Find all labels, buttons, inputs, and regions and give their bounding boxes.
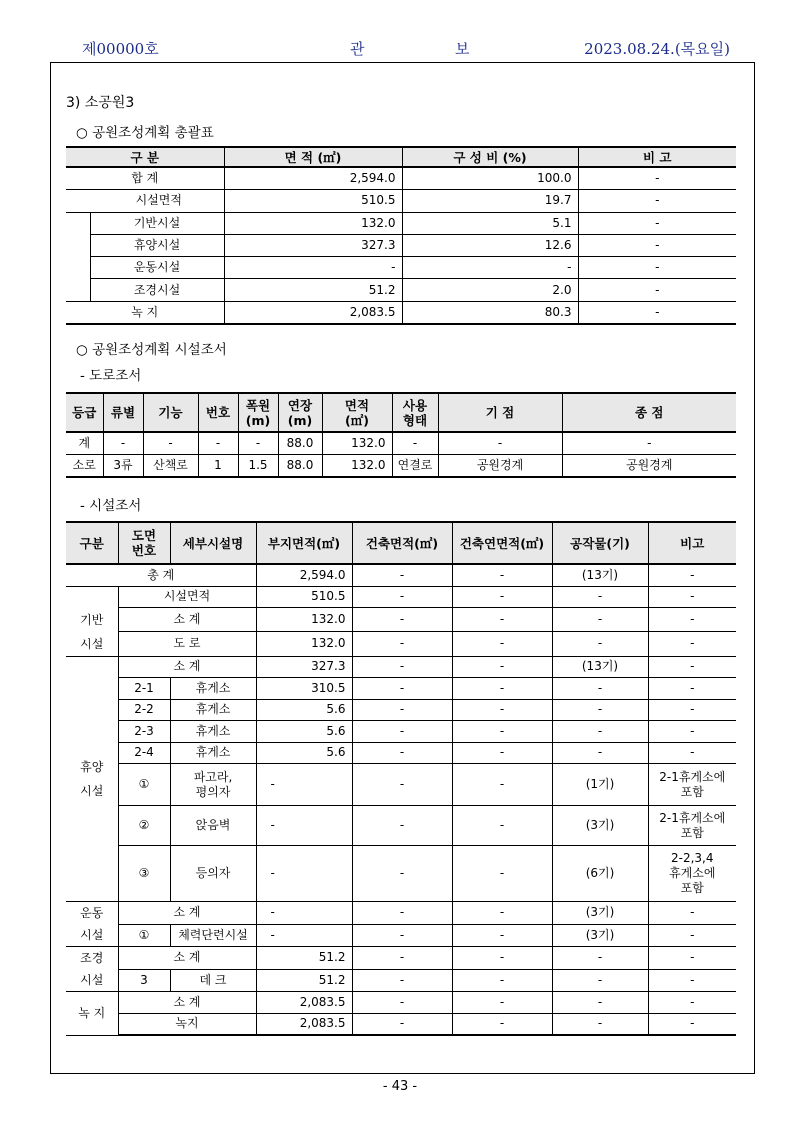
indent-cell xyxy=(66,234,90,256)
note-cell: - xyxy=(578,257,736,279)
ratio-cell: 2.0 xyxy=(402,279,578,301)
ratio-cell: 100.0 xyxy=(402,167,578,190)
cell: 5.6 xyxy=(256,721,352,743)
cell: 88.0 xyxy=(278,432,322,455)
row-label: 소 계 xyxy=(118,992,256,1014)
ratio-cell: 80.3 xyxy=(402,301,578,324)
cell: (13기) xyxy=(552,656,648,678)
cell: - xyxy=(452,969,552,992)
summary-table xyxy=(66,146,736,325)
col-header: 면적 (㎡) xyxy=(322,393,392,432)
drawing-no: ① xyxy=(118,924,170,947)
row-label: 소 계 xyxy=(118,656,256,678)
cell: - xyxy=(352,924,452,947)
row-label: 기반시설 xyxy=(90,212,224,234)
drawing-no: 2-4 xyxy=(118,742,170,764)
cell: - xyxy=(648,632,736,656)
table-row xyxy=(66,969,736,992)
publication-date: 2023.08.24.(목요일) xyxy=(584,40,730,58)
cell: - xyxy=(238,432,278,455)
col-header: 면 적 (㎡) xyxy=(224,147,402,167)
cell: - xyxy=(352,1013,452,1035)
indent-cell xyxy=(66,586,118,608)
cell: - xyxy=(452,656,552,678)
cell: - xyxy=(452,806,552,846)
note-cell: - xyxy=(578,190,736,212)
cell: - xyxy=(352,678,452,700)
cell: - xyxy=(552,632,648,656)
cell: 5.6 xyxy=(256,742,352,764)
cell: 공원경계 xyxy=(438,455,562,478)
row-label: 운동시설 xyxy=(90,257,224,279)
cell: - xyxy=(352,969,452,992)
cell: 51.2 xyxy=(256,947,352,970)
cell: - xyxy=(392,432,438,455)
indent-cell xyxy=(66,257,90,279)
cell: - xyxy=(648,564,736,586)
col-header: 건축연면적(㎡) xyxy=(452,522,552,564)
cell: 계 xyxy=(66,432,103,455)
cell: - xyxy=(648,608,736,632)
area-cell: 2,594.0 xyxy=(224,167,402,190)
cell: (3기) xyxy=(552,924,648,947)
facility-table-heading: - 시설조서 xyxy=(80,498,142,514)
col-header: 구 분 xyxy=(66,147,224,167)
cell: 88.0 xyxy=(278,455,322,478)
cell: 327.3 xyxy=(256,656,352,678)
cell: - xyxy=(552,608,648,632)
table-row xyxy=(66,279,736,301)
col-header: 연장 (m) xyxy=(278,393,322,432)
facility-name: 체력단련시설 xyxy=(170,924,256,947)
facility-name: 파고라, 평의자 xyxy=(170,764,256,806)
col-header: 기 점 xyxy=(438,393,562,432)
cell: - xyxy=(552,678,648,700)
cell: (1기) xyxy=(552,764,648,806)
cell: - xyxy=(352,764,452,806)
table-row xyxy=(66,432,736,455)
cell: - xyxy=(352,846,452,902)
col-header: 류별 xyxy=(103,393,143,432)
cell: 5.6 xyxy=(256,699,352,721)
section-title: 3) 소공원3 xyxy=(66,95,135,111)
cell: - xyxy=(552,586,648,608)
issue-number: 제00000호 xyxy=(82,40,159,58)
cell: - xyxy=(352,742,452,764)
cell: - xyxy=(256,846,352,902)
row-label: 녹 지 xyxy=(66,301,224,324)
cell: 2,083.5 xyxy=(256,1013,352,1035)
table-row xyxy=(66,742,736,764)
facility-name: 휴게소 xyxy=(170,678,256,700)
row-label: 시설면적 xyxy=(118,586,256,608)
row-label: 합 계 xyxy=(66,167,224,190)
cell: - xyxy=(552,947,648,970)
table-row xyxy=(66,924,736,947)
drawing-no: 2-2 xyxy=(118,699,170,721)
cell: (6기) xyxy=(552,846,648,902)
road-table xyxy=(66,392,736,478)
cell: - xyxy=(352,721,452,743)
cell: - xyxy=(648,699,736,721)
cell: - xyxy=(648,721,736,743)
row-label: 소 계 xyxy=(118,947,256,970)
summary-heading: ○ 공원조성계획 총괄표 xyxy=(76,125,214,141)
indent-cell xyxy=(66,279,90,301)
cell: - xyxy=(452,1013,552,1035)
cell: - xyxy=(452,699,552,721)
group-label: 휴양 시설 xyxy=(66,656,118,902)
cell: - xyxy=(352,947,452,970)
cell: 2,594.0 xyxy=(256,564,352,586)
table-row xyxy=(66,632,736,656)
table-row xyxy=(66,656,736,678)
group-label: 조경 시설 xyxy=(66,947,118,992)
cell: (13기) xyxy=(552,564,648,586)
area-cell: 132.0 xyxy=(224,212,402,234)
table-row xyxy=(66,992,736,1014)
cell: - xyxy=(552,721,648,743)
cell: 공원경계 xyxy=(562,455,736,478)
cell: 132.0 xyxy=(256,632,352,656)
col-header: 도면 번호 xyxy=(118,522,170,564)
table-row xyxy=(66,764,736,806)
table-row xyxy=(66,234,736,256)
table-row xyxy=(66,212,736,234)
col-header: 부지면적(㎡) xyxy=(256,522,352,564)
area-cell: 327.3 xyxy=(224,234,402,256)
cell: 연결로 xyxy=(392,455,438,478)
drawing-no: ① xyxy=(118,764,170,806)
ratio-cell: 19.7 xyxy=(402,190,578,212)
cell: - xyxy=(552,969,648,992)
cell: 1 xyxy=(198,455,238,478)
ratio-cell: - xyxy=(402,257,578,279)
col-header: 구 성 비 (%) xyxy=(402,147,578,167)
cell: - xyxy=(648,678,736,700)
group-label: 녹 지 xyxy=(66,992,118,1036)
cell: (3기) xyxy=(552,902,648,925)
drawing-no: 2-3 xyxy=(118,721,170,743)
cell: - xyxy=(256,764,352,806)
cell: - xyxy=(256,924,352,947)
row-label: 소 계 xyxy=(118,902,256,925)
cell: 510.5 xyxy=(256,586,352,608)
table-row xyxy=(66,586,736,608)
table-row xyxy=(66,190,736,212)
table-row xyxy=(66,167,736,190)
row-label: 녹지 xyxy=(118,1013,256,1035)
road-heading: - 도로조서 xyxy=(80,368,142,384)
area-cell: 2,083.5 xyxy=(224,301,402,324)
cell: 2-2,3,4 휴게소에 포함 xyxy=(648,846,736,902)
row-label: 휴양시설 xyxy=(90,234,224,256)
cell: - xyxy=(452,846,552,902)
cell: - xyxy=(452,586,552,608)
cell: - xyxy=(552,699,648,721)
cell: - xyxy=(352,902,452,925)
table-row xyxy=(66,564,736,586)
cell: - xyxy=(552,992,648,1014)
cell: 1.5 xyxy=(238,455,278,478)
table-row xyxy=(66,1013,736,1035)
cell: - xyxy=(452,924,552,947)
cell: - xyxy=(352,586,452,608)
table-row xyxy=(66,721,736,743)
note-cell: - xyxy=(578,212,736,234)
drawing-no: 3 xyxy=(118,969,170,992)
cell: - xyxy=(352,656,452,678)
cell: - xyxy=(352,699,452,721)
gazette-title-right: 보 xyxy=(455,40,470,58)
facility-table xyxy=(66,521,736,1036)
table-row xyxy=(66,455,736,478)
cell: - xyxy=(352,806,452,846)
note-cell: - xyxy=(578,234,736,256)
col-header: 종 점 xyxy=(562,393,736,432)
cell: - xyxy=(562,432,736,455)
cell: - xyxy=(143,432,198,455)
col-header: 건축면적(㎡) xyxy=(352,522,452,564)
table-row xyxy=(66,699,736,721)
cell: - xyxy=(452,721,552,743)
facility-name: 휴게소 xyxy=(170,721,256,743)
cell: - xyxy=(452,564,552,586)
col-header: 폭원 (m) xyxy=(238,393,278,432)
table-row xyxy=(66,678,736,700)
cell: - xyxy=(438,432,562,455)
group-label: 기반 시설 xyxy=(66,608,118,657)
area-cell: 51.2 xyxy=(224,279,402,301)
col-header: 기능 xyxy=(143,393,198,432)
row-label: 총 계 xyxy=(66,564,256,586)
col-header: 비고 xyxy=(648,522,736,564)
cell: - xyxy=(452,742,552,764)
cell: - xyxy=(103,432,143,455)
facility-name: 휴게소 xyxy=(170,699,256,721)
facility-name: 앉음벽 xyxy=(170,806,256,846)
row-label: 소 계 xyxy=(118,608,256,632)
cell: 2-1휴게소에 포함 xyxy=(648,764,736,806)
table-row xyxy=(66,846,736,902)
cell: - xyxy=(256,902,352,925)
cell: - xyxy=(648,656,736,678)
cell: - xyxy=(452,947,552,970)
cell: - xyxy=(452,678,552,700)
cell: - xyxy=(648,742,736,764)
note-cell: - xyxy=(578,301,736,324)
col-header: 번호 xyxy=(198,393,238,432)
cell: - xyxy=(452,608,552,632)
cell: - xyxy=(256,806,352,846)
ratio-cell: 5.1 xyxy=(402,212,578,234)
note-cell: - xyxy=(578,167,736,190)
table-row xyxy=(66,257,736,279)
cell: - xyxy=(452,992,552,1014)
area-cell: - xyxy=(224,257,402,279)
col-header: 사용 형태 xyxy=(392,393,438,432)
drawing-no: ③ xyxy=(118,846,170,902)
table-row xyxy=(66,902,736,925)
cell: 132.0 xyxy=(256,608,352,632)
indent-cell xyxy=(66,212,90,234)
facility-name: 데 크 xyxy=(170,969,256,992)
cell: - xyxy=(648,902,736,925)
cell: - xyxy=(648,1013,736,1035)
cell: - xyxy=(352,992,452,1014)
drawing-no: 2-1 xyxy=(118,678,170,700)
cell: - xyxy=(552,1013,648,1035)
cell: 소로 xyxy=(66,455,103,478)
cell: 132.0 xyxy=(322,455,392,478)
cell: - xyxy=(352,564,452,586)
table-row xyxy=(66,947,736,970)
drawing-no: ② xyxy=(118,806,170,846)
cell: 132.0 xyxy=(322,432,392,455)
note-cell: - xyxy=(578,279,736,301)
facility-heading: ○ 공원조성계획 시설조서 xyxy=(76,342,227,358)
cell: - xyxy=(648,586,736,608)
col-header: 공작물(기) xyxy=(552,522,648,564)
col-header: 세부시설명 xyxy=(170,522,256,564)
cell: - xyxy=(648,947,736,970)
page-number: - 43 - xyxy=(382,1079,418,1094)
cell: - xyxy=(648,924,736,947)
group-label: 운동 시설 xyxy=(66,902,118,947)
cell: 3류 xyxy=(103,455,143,478)
cell: 산책로 xyxy=(143,455,198,478)
col-header: 비 고 xyxy=(578,147,736,167)
row-label: 시설면적 xyxy=(66,190,224,212)
facility-name: 등의자 xyxy=(170,846,256,902)
cell: - xyxy=(352,608,452,632)
table-row xyxy=(66,608,736,632)
cell: - xyxy=(452,632,552,656)
table-row xyxy=(66,301,736,324)
facility-name: 휴게소 xyxy=(170,742,256,764)
cell: 310.5 xyxy=(256,678,352,700)
area-cell: 510.5 xyxy=(224,190,402,212)
ratio-cell: 12.6 xyxy=(402,234,578,256)
col-header: 등급 xyxy=(66,393,103,432)
cell: - xyxy=(648,992,736,1014)
cell: 2-1휴게소에 포함 xyxy=(648,806,736,846)
cell: - xyxy=(648,969,736,992)
cell: 51.2 xyxy=(256,969,352,992)
gazette-title-left: 관 xyxy=(350,40,365,58)
cell: (3기) xyxy=(552,806,648,846)
cell: - xyxy=(452,764,552,806)
cell: - xyxy=(552,742,648,764)
table-row xyxy=(66,806,736,846)
col-header: 구분 xyxy=(66,522,118,564)
row-label: 도 로 xyxy=(118,632,256,656)
cell: - xyxy=(352,632,452,656)
cell: 2,083.5 xyxy=(256,992,352,1014)
cell: - xyxy=(452,902,552,925)
row-label: 조경시설 xyxy=(90,279,224,301)
cell: - xyxy=(198,432,238,455)
